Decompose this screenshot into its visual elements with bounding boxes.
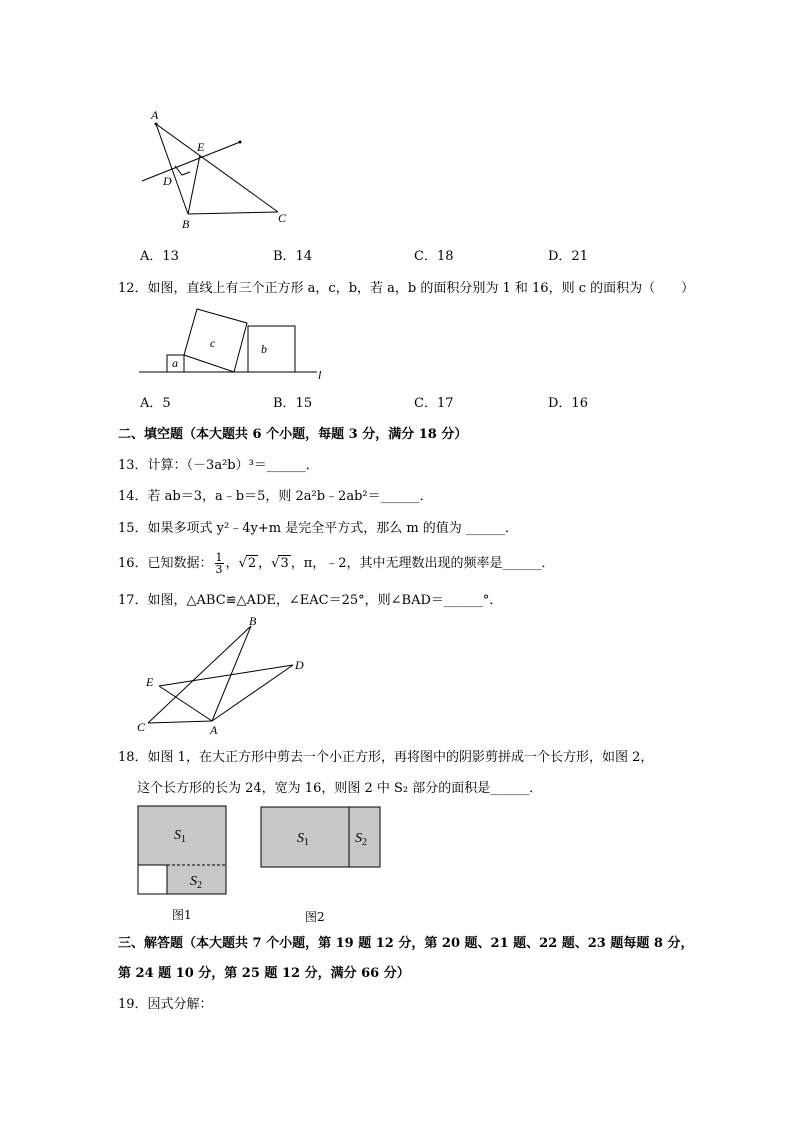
label-d: D	[163, 174, 172, 188]
q12-option-d[interactable]: D．16	[548, 396, 588, 411]
q19: 19．因式分解：	[118, 997, 213, 1012]
q13: 13．计算：（－3a²b）³＝______．	[118, 458, 319, 473]
small-square-cut	[138, 865, 167, 894]
q12-option-c[interactable]: C．17	[414, 396, 454, 411]
label-c: c	[210, 336, 216, 350]
label-s2: $S_2$	[355, 831, 367, 848]
q18-figure-2	[260, 806, 385, 872]
label-l: l	[318, 368, 322, 382]
q11-figure	[130, 100, 290, 235]
q16-prefix: 16．已知数据：	[118, 556, 213, 571]
fraction-numerator: 1	[215, 551, 223, 564]
label-c: C	[278, 211, 287, 225]
q18-line-1: 18．如图 1，在大正方形中剪去一个小正方形，再将图中的阴影剪拼成一个长方形，如图 2，	[118, 750, 654, 765]
segment-ea	[159, 686, 212, 721]
q12-option-b[interactable]: B．15	[273, 396, 313, 411]
label-s1: $S_1$	[297, 831, 309, 848]
fig-1-caption: 图1	[172, 908, 192, 922]
q15: 15．如果多项式 y²﹣4y+m 是完全平方式，那么 m 的值为 ______．	[118, 521, 518, 536]
segment-ad	[212, 665, 293, 721]
label-a: A	[151, 108, 159, 122]
label-b: B	[182, 217, 190, 231]
point-a	[155, 123, 158, 126]
fraction-denominator: 3	[215, 563, 223, 576]
section-3-heading-line-1: 三、解答题（本大题共 7 个小题，第 19 题 12 分，第 20 题、21 题、22 题、23 题每题 8 分，	[118, 936, 694, 951]
q12-question: 12．如图，直线上有三个正方形 a，c，b，若 a，b 的面积分别为 1 和 16，则 c 的面积为（ ）	[118, 281, 695, 296]
q11-option-a[interactable]: A．13	[140, 249, 179, 264]
q16-suffix: ，π，﹣2，其中无理数出现的频率是______．	[290, 556, 555, 571]
label-b: b	[261, 342, 267, 356]
segment-ca	[148, 721, 212, 723]
fraction-one-third	[215, 552, 224, 575]
q11-option-c[interactable]: C．18	[414, 249, 454, 264]
label-d: D	[295, 658, 304, 672]
q11-option-d[interactable]: D．21	[548, 249, 588, 264]
sqrt-2: √2	[238, 556, 257, 571]
fig-2-caption: 图2	[305, 910, 325, 924]
square-b	[248, 326, 295, 372]
square-c	[184, 309, 247, 372]
q12-figure	[135, 305, 335, 385]
q18-figure-1	[137, 805, 232, 897]
q12-option-a[interactable]: A．5	[140, 396, 171, 411]
q17: 17．如图，△ABC≌△ADE，∠EAC＝25°，则∠BAD＝______°．	[118, 593, 503, 608]
label-e: E	[197, 140, 205, 154]
segment-ed	[159, 665, 293, 686]
segment-be	[188, 155, 200, 214]
segment-ba	[212, 626, 251, 721]
label-c: C	[137, 720, 146, 734]
label-a: A	[210, 723, 218, 737]
segment-bc	[188, 212, 278, 214]
line-de	[142, 142, 240, 181]
q18-line-2: 这个长方形的长为 24，宽为 16，则图 2 中 S₂ 部分的面积是______．	[137, 781, 543, 796]
label-s1: $S_1$	[174, 828, 186, 845]
label-s2: $S_2$	[190, 874, 202, 891]
sqrt-3-radicand: 3	[280, 556, 289, 571]
label-a: a	[172, 356, 178, 370]
q14: 14．若 ab＝3，a﹣b＝5，则 2a²b﹣2ab²＝______．	[118, 489, 433, 504]
point-end	[239, 141, 242, 144]
section-3-heading-line-2: 第 24 题 10 分，第 25 题 12 分，满分 66 分）	[118, 966, 410, 981]
sqrt-2-radicand: 2	[247, 556, 257, 571]
q16: 16．已知数据： $\frac{1}{3}$ ，√2 ，√3 ，π，﹣2，其中无理数出现的频率是______．	[118, 551, 555, 576]
q17-figure	[130, 614, 320, 738]
section-2-heading: 二、填空题（本大题共 6 个小题，每题 3 分，满分 18 分）	[118, 427, 468, 442]
label-e: E	[146, 675, 154, 689]
label-b: B	[249, 614, 257, 628]
q11-option-b[interactable]: B．14	[273, 249, 313, 264]
sqrt-3: √3	[271, 556, 289, 571]
